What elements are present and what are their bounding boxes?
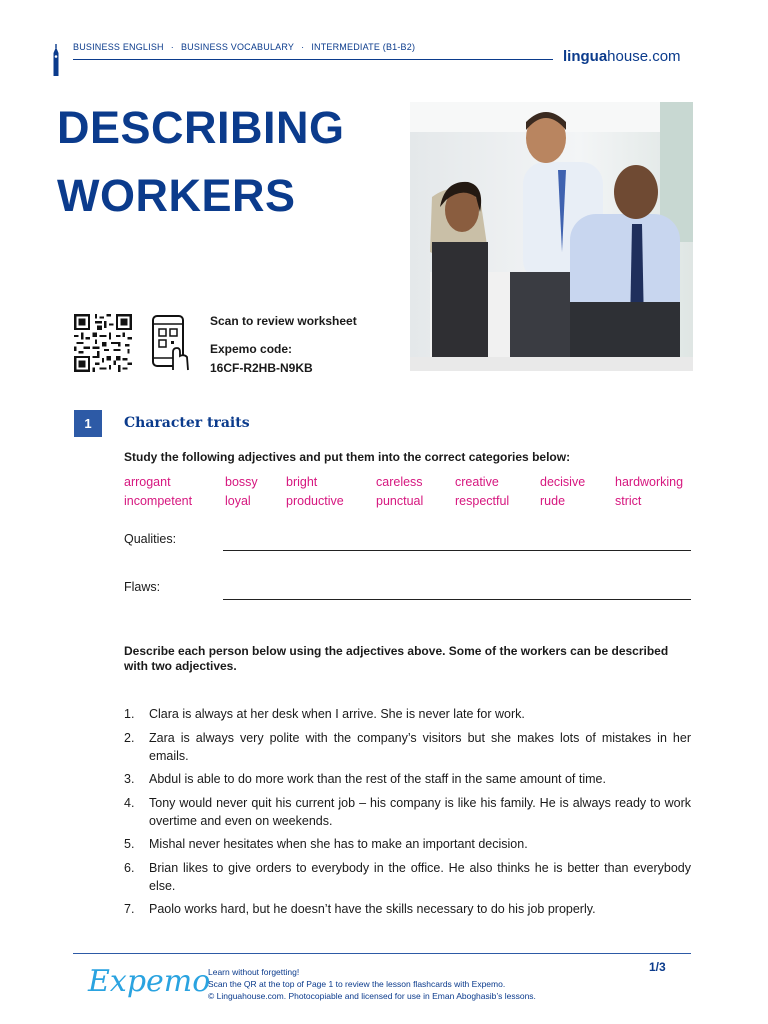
qr-instructions <box>210 312 357 378</box>
adjective-word: incompetent <box>124 494 193 508</box>
phone-scan-icon <box>151 314 191 372</box>
breadcrumb-item: BUSINESS VOCABULARY <box>180 42 295 52</box>
breadcrumb-item: BUSINESS ENGLISH <box>73 42 164 52</box>
breadcrumb: BUSINESS ENGLISH · BUSINESS VOCABULARY · INTERMEDIATE (B1-B2) <box>73 42 416 52</box>
adjective-word: strict <box>615 494 642 508</box>
scan-to-review-text: Scan to review worksheet <box>210 314 357 328</box>
item-text: Zara is always very polite with the company’s visitors but she makes lots of mistakes in her emails. <box>149 730 691 763</box>
list-item <box>124 705 691 723</box>
item-text: Abdul is able to do more work than the rest of the staff in the same amount of time. <box>149 772 606 786</box>
section-title: Character traits <box>124 415 250 431</box>
footer-tagline: Learn without forgetting! <box>208 967 300 977</box>
brand-logo <box>563 48 681 65</box>
adjective-word: rude <box>540 494 566 508</box>
title-line: DESCRIBING <box>57 102 345 153</box>
adjective-word: punctual <box>376 494 424 508</box>
adjective-word: bossy <box>225 475 258 489</box>
item-text: Brian likes to give orders to everybody in the office. He also thinks he is better than everybody else. <box>149 860 691 893</box>
expemo-code: 16CF-R2HB-N9KB <box>210 361 313 375</box>
header-divider <box>73 59 553 60</box>
adjective-word: arrogant <box>124 475 171 489</box>
list-item <box>124 835 691 853</box>
page-number: 1/3 <box>649 960 666 974</box>
brand-part: house <box>607 48 649 65</box>
qualities-answer-line[interactable] <box>223 550 691 551</box>
list-item <box>124 770 691 788</box>
exercise-list <box>124 705 691 924</box>
item-text: Tony would never quit his current job – his company is like his family. He is always ready to work overtime and even on weekends. <box>149 795 691 828</box>
item-text: Mishal never hesitates when she has to make an important decision. <box>149 837 528 851</box>
expemo-code-label: Expemo code: <box>210 342 293 356</box>
adjective-word: respectful <box>455 494 510 508</box>
item-number: 3. <box>124 772 135 786</box>
adjective-word: creative <box>455 475 499 489</box>
expemo-logo: Expemo <box>88 964 211 999</box>
workers-photo <box>410 102 693 371</box>
footer-copyright: © Linguahouse.com. Photocopiable and licensed for use in Eman Aboghasib’s lessons. <box>208 991 536 1001</box>
item-number: 6. <box>124 860 135 875</box>
section-number: 1 <box>74 410 102 437</box>
list-item <box>124 794 691 830</box>
brand-part: .com <box>648 48 681 65</box>
qr-code[interactable] <box>73 314 133 372</box>
title-line: WORKERS <box>57 170 296 221</box>
adjective-word: hardworking <box>615 475 684 489</box>
footer-instruction: Scan the QR at the top of Page 1 to review the lesson flashcards with Expemo. <box>208 979 506 989</box>
item-text: Paolo works hard, but he doesn’t have the skills necessary to do his job properly. <box>149 902 596 916</box>
flaws-answer-line[interactable] <box>223 599 691 600</box>
list-item <box>124 729 691 765</box>
adjective-word: decisive <box>540 475 586 489</box>
item-number: 4. <box>124 795 135 810</box>
item-number: 2. <box>124 730 135 745</box>
adjective-word: bright <box>286 475 318 489</box>
breadcrumb-item: INTERMEDIATE (B1-B2) <box>311 42 416 52</box>
instruction-text: Describe each person below using the adjectives above. Some of the workers can be described with two adjectives. <box>124 644 669 673</box>
flaws-label: Flaws: <box>124 580 161 594</box>
item-number: 7. <box>124 902 135 916</box>
item-text: Clara is always at her desk when I arrive. She is never late for work. <box>149 707 525 721</box>
instruction-text: Study the following adjectives and put them into the correct categories below: <box>124 450 571 464</box>
page-title <box>57 94 387 230</box>
adjective-word: productive <box>286 494 344 508</box>
footer-text <box>208 966 536 1002</box>
qualities-label: Qualities: <box>124 532 177 546</box>
item-number: 1. <box>124 707 135 721</box>
list-item <box>124 900 691 918</box>
big-ben-icon <box>52 44 60 76</box>
list-item <box>124 859 691 895</box>
adjective-word: loyal <box>225 494 251 508</box>
brand-part: lingua <box>563 48 608 65</box>
item-number: 5. <box>124 837 135 851</box>
footer-divider <box>73 953 691 954</box>
adjective-word: careless <box>376 475 423 489</box>
